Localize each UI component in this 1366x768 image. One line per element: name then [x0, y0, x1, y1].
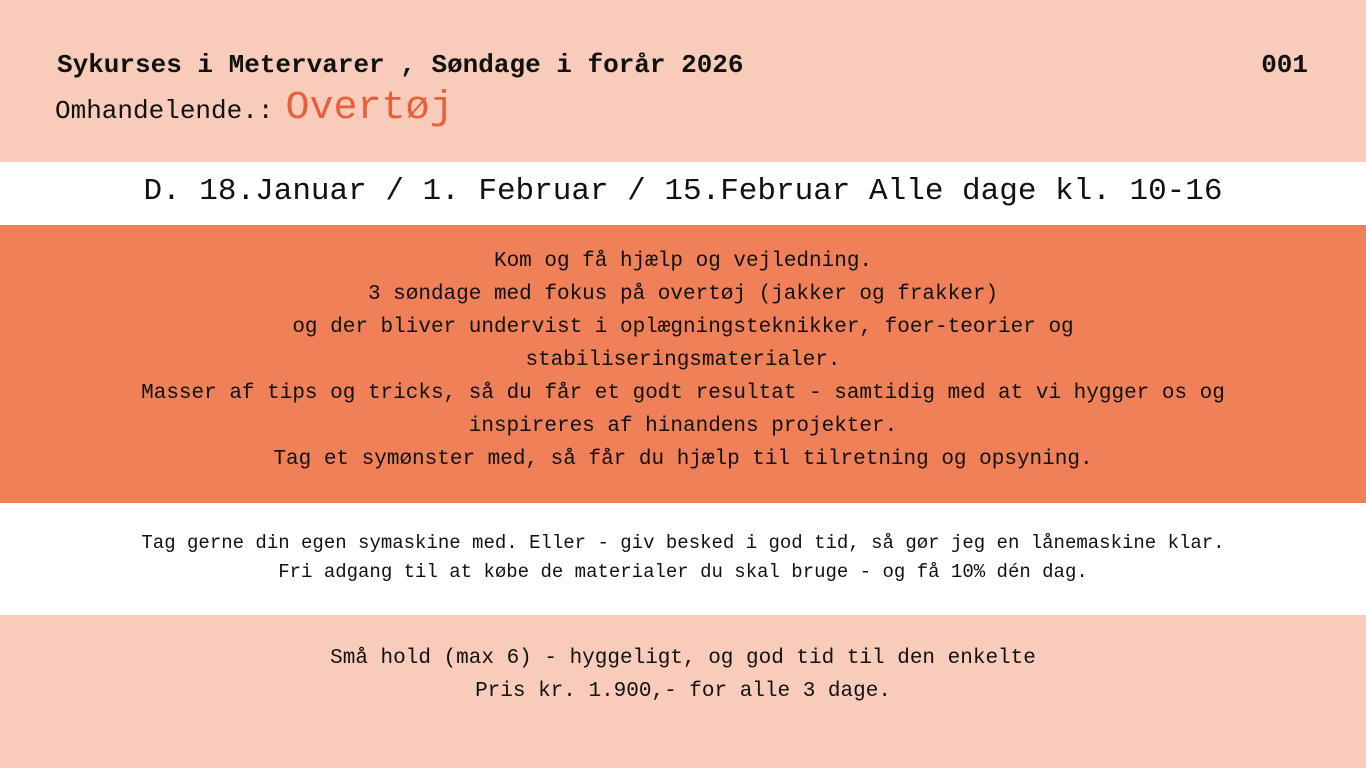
description-line: Tag et symønster med, så får du hjælp til tilretning og opsyning. — [273, 448, 1093, 471]
subject-value: Overtøj — [285, 86, 454, 131]
description-section — [0, 225, 1366, 503]
course-title: Sykurses i Metervarer , Søndage i forår 2026 — [57, 50, 744, 80]
subject-label: Omhandelende.: — [55, 96, 274, 126]
notes-section — [0, 503, 1366, 615]
description-line: Masser af tips og tricks, så du får et godt resultat - samtidig med at vi hygger os og — [141, 382, 1225, 405]
footer-section — [0, 615, 1366, 768]
course-number: 001 — [1261, 50, 1308, 80]
note-line: Fri adgang til at købe de materialer du skal bruge - og få 10% dén dag. — [278, 561, 1088, 583]
description-line: stabiliseringsmaterialer. — [525, 349, 841, 372]
footer-line: Pris kr. 1.900,- for alle 3 dage. — [475, 680, 891, 703]
header-section — [0, 0, 1366, 162]
note-line: Tag gerne din egen symaskine med. Eller - giv besked i god tid, så gør jeg en lånemaskine klar. — [141, 532, 1225, 554]
subject-row — [55, 86, 453, 131]
description-line: Kom og få hjælp og vejledning. — [493, 250, 873, 273]
course-dates: D. 18.Januar / 1. Februar / 15.Februar Alle dage kl. 10-16 — [0, 162, 1366, 225]
description-line: og der bliver undervist i oplægningsteknikker, foer-teorier og — [292, 316, 1074, 339]
description-line: 3 søndage med fokus på overtøj (jakker og frakker) — [367, 283, 999, 306]
footer-line: Små hold (max 6) - hyggeligt, og god tid til den enkelte — [330, 647, 1036, 670]
description-line: inspireres af hinandens projekter. — [468, 415, 898, 438]
